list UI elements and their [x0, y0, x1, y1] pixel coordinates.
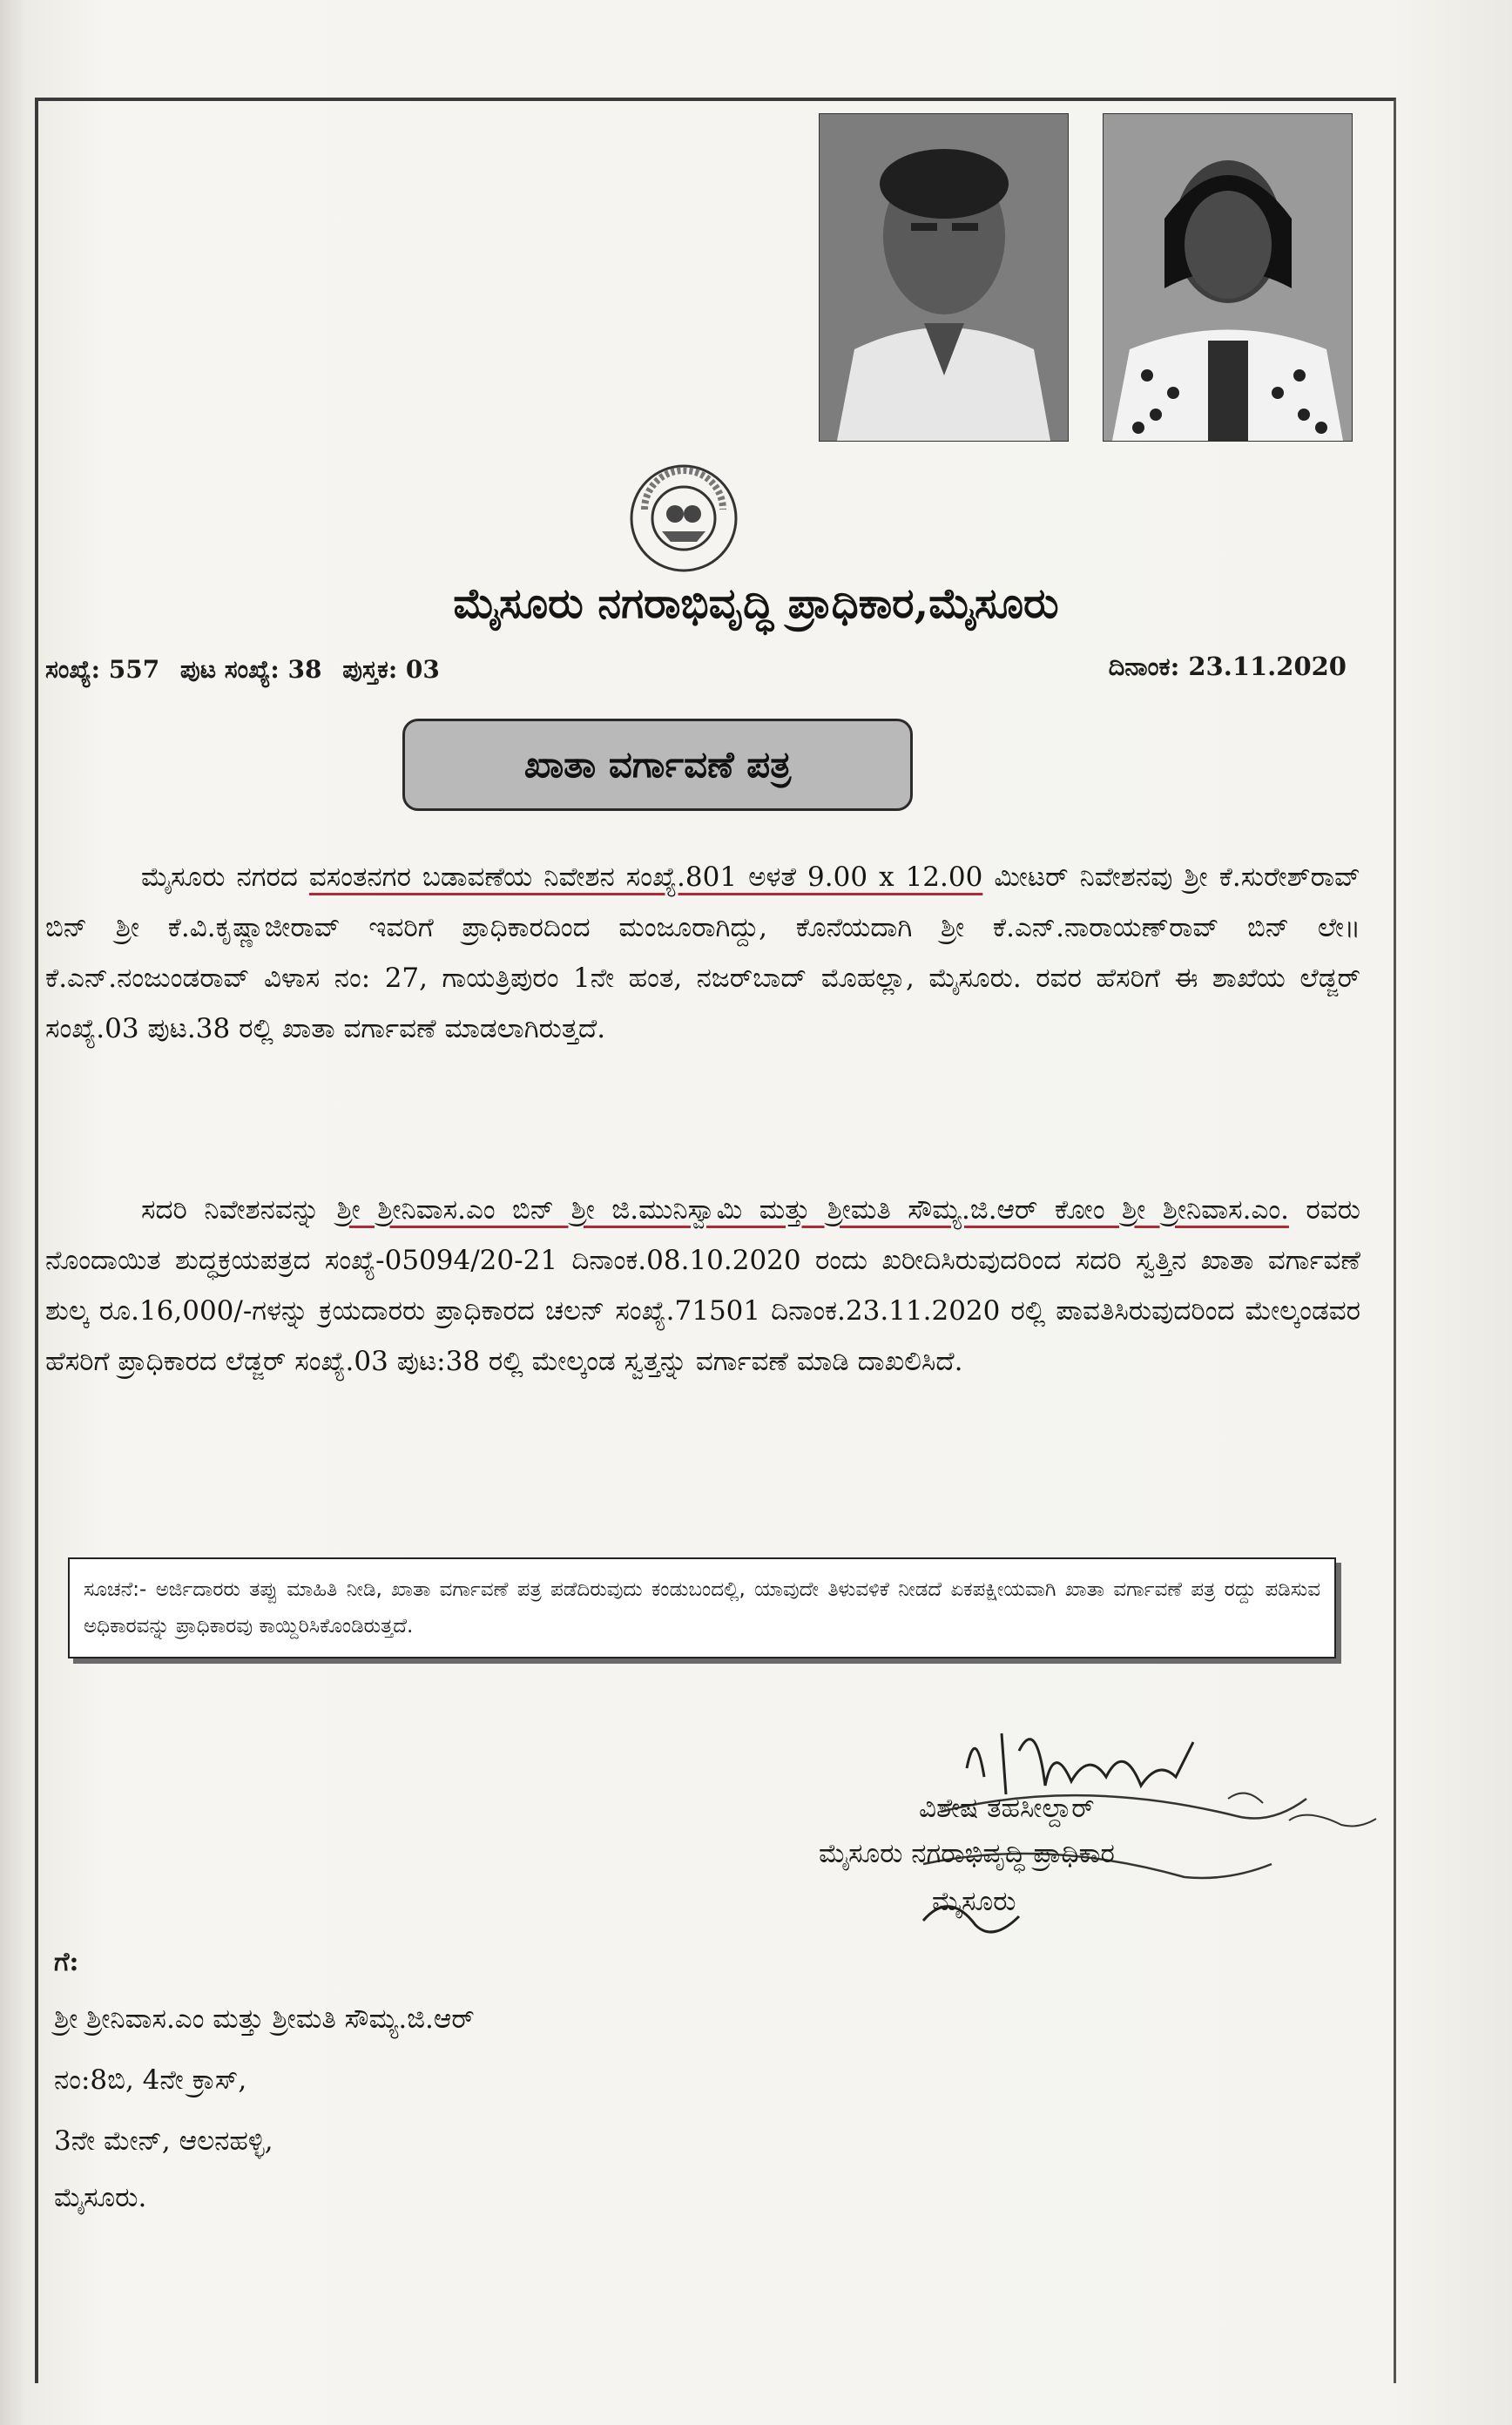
address-label: ಗೆ:	[54, 1947, 79, 1977]
address-line-4: ಮೈಸೂರು.	[54, 2182, 147, 2213]
photo-portrait-female-icon	[1104, 114, 1352, 441]
signatory-authority: ಮೈಸೂರು ನಗರಾಭಿವೃದ್ಧಿ ಪ್ರಾಧಿಕಾರ	[819, 1838, 1115, 1869]
page-number: ಪುಟ ಸಂಖ್ಯೆ: 38	[179, 655, 322, 684]
notice-box: ಸೂಚನೆ:- ಅರ್ಜಿದಾರರು ತಪ್ಪು ಮಾಹಿತಿ ನೀಡಿ, ಖಾತಾ ವರ್ಗಾವಣೆ ಪತ್ರ ಪಡೆದಿರುವುದು ಕಂಡುಬಂದಲ್ಲಿ, ಯಾವುದೇ ತಿಳುವಳಿಕೆ ನೀಡದೆ ಏಕಪಕ್ಷೀಯವಾಗಿ ಖಾತಾ ವರ್ಗಾವಣೆ ಪತ್ರ ರದ್ದು ಪಡಿಸುವ ಅಧಿಕಾರವನ್ನು ಪ್ರಾಧಿಕಾರವು ಕಾಯ್ದಿರಿಸಿಕೊಂಡಿರುತ್ತದೆ.	[68, 1557, 1336, 1658]
organization-name: ಮೈಸೂರು ನಗರಾಭಿವೃದ್ಧಿ ಪ್ರಾಧಿಕಾರ,ಮೈಸೂರು	[453, 579, 1059, 628]
address-line-2: ನಂ:8ಬಿ, 4ನೇ ಕ್ರಾಸ್,	[54, 2064, 247, 2096]
paragraph-1-lead: ಮೈಸೂರು ನಗರದ	[141, 861, 309, 893]
paragraph-2-rest: ರವರು ನೊಂದಾಯಿತ ಶುದ್ಧಕ್ರಯಪತ್ರದ ಸಂಖ್ಯೆ-05094/20-21 ದಿನಾಂಕ.08.10.2020 ರಂದು ಖರೀದಿಸಿರುವುದರಿಂದ ಸದರಿ ಸ್ವತ್ತಿನ ಖಾತಾ ವರ್ಗಾವಣೆ ಶುಲ್ಕ ರೂ.16,000/-ಗಳನ್ನು ಕ್ರಯದಾರರು ಪ್ರಾಧಿಕಾರದ ಚಲನ್ ಸಂಖ್ಯೆ.71501 ದಿನಾಂಕ.23.11.2020 ರಲ್ಲಿ ಪಾವತಿಸಿರುವುದರಿಂದ ಮೇಲ್ಕಂಡವರ ಹೆಸರಿಗೆ ಪ್ರಾಧಿಕಾರದ ಲೆಡ್ಜರ್ ಸಂಖ್ಯೆ.03 ಪುಟ:38 ರಲ್ಲಿ ಮೇಲ್ಕಂಡ ಸ್ವತ್ತನ್ನು ವರ್ಗಾವಣೆ ಮಾಡಿ ದಾಖಲಿಸಿದೆ.	[45, 1194, 1360, 1377]
authority-seal-icon	[627, 462, 740, 575]
paragraph-2-highlight: ಶ್ರೀ ಶ್ರೀನಿವಾಸ.ಎಂ ಬಿನ್ ಶ್ರೀ ಜಿ.ಮುನಿಸ್ವಾಮಿ ಮತ್ತು ಶ್ರೀಮತಿ ಸೌಮ್ಯ.ಜಿ.ಆರ್ ಕೋಂ ಶ್ರೀ ಶ್ರೀನಿವಾಸ.ಎಂ.	[336, 1194, 1289, 1226]
issue-date: ದಿನಾಂಕ: 23.11.2020	[1108, 652, 1347, 681]
transfer-paragraph-1	[45, 852, 1360, 1054]
book-number: ಪುಸ್ತಕ: 03	[342, 655, 440, 684]
applicant-photo-female	[1103, 113, 1353, 442]
signatory-designation: ವಿಶೇಷ ತಹಸೀಲ್ದಾರ್	[919, 1793, 1095, 1824]
reference-line	[45, 655, 452, 685]
reference-number: ಸಂಖ್ಯೆ: 557	[45, 655, 160, 684]
paragraph-1-highlight: ವಸಂತನಗರ ಬಡಾವಣೆಯ ನಿವೇಶನ ಸಂಖ್ಯೆ.801 ಅಳತೆ 9.00 x 12.00	[308, 861, 983, 893]
paragraph-1-rest: ಮೀಟರ್ ನಿವೇಶನವು ಶ್ರೀ ಕೆ.ಸುರೇಶ್‌ರಾವ್ ಬಿನ್ ಶ್ರೀ ಕೆ.ವಿ.ಕೃಷ್ಣಾಜೀರಾವ್ ಇವರಿಗೆ ಪ್ರಾಧಿಕಾರದಿಂದ ಮಂಜೂರಾಗಿದ್ದು, ಕೊನೆಯದಾಗಿ ಶ್ರೀ ಕೆ.ಎನ್.ನಾರಾಯಣ್‌ರಾವ್ ಬಿನ್ ಲೇ॥ ಕೆ.ಎನ್.ನಂಜುಂಡರಾವ್ ವಿಳಾಸ ನಂ: 27, ಗಾಯತ್ರಿಪುರಂ 1ನೇ ಹಂತ, ನಜರ್‌ಬಾದ್ ಮೊಹಲ್ಲಾ, ಮೈಸೂರು. ರವರ ಹೆಸರಿಗೆ ಈ ಶಾಖೆಯ ಲೆಡ್ಜರ್ ಸಂಖ್ಯೆ.03 ಪುಟ.38 ರಲ್ಲಿ ಖಾತಾ ವರ್ಗಾವಣೆ ಮಾಡಲಾಗಿರುತ್ತದೆ.	[45, 861, 1360, 1044]
applicant-photo-male	[819, 113, 1069, 442]
paragraph-2-lead: ಸದರಿ ನಿವೇಶನವನ್ನು	[141, 1194, 337, 1226]
signature-block	[819, 1716, 1394, 1951]
photo-portrait-male-icon	[820, 114, 1068, 441]
document-title-banner: ಖಾತಾ ವರ್ಗಾವಣೆ ಪತ್ರ	[402, 719, 913, 811]
address-line-1: ಶ್ರೀ ಶ್ರೀನಿವಾಸ.ಎಂ ಮತ್ತು ಶ್ರೀಮತಿ ಸೌಮ್ಯ.ಜಿ.ಆರ್	[54, 2003, 475, 2035]
address-line-3: 3ನೇ ಮೇನ್, ಆಲನಹಳ್ಳಿ,	[54, 2125, 273, 2157]
signatory-place: ಮೈಸೂರು	[932, 1886, 1016, 1917]
transfer-paragraph-2	[45, 1185, 1360, 1387]
handwritten-signature-icon	[819, 1716, 1394, 1951]
